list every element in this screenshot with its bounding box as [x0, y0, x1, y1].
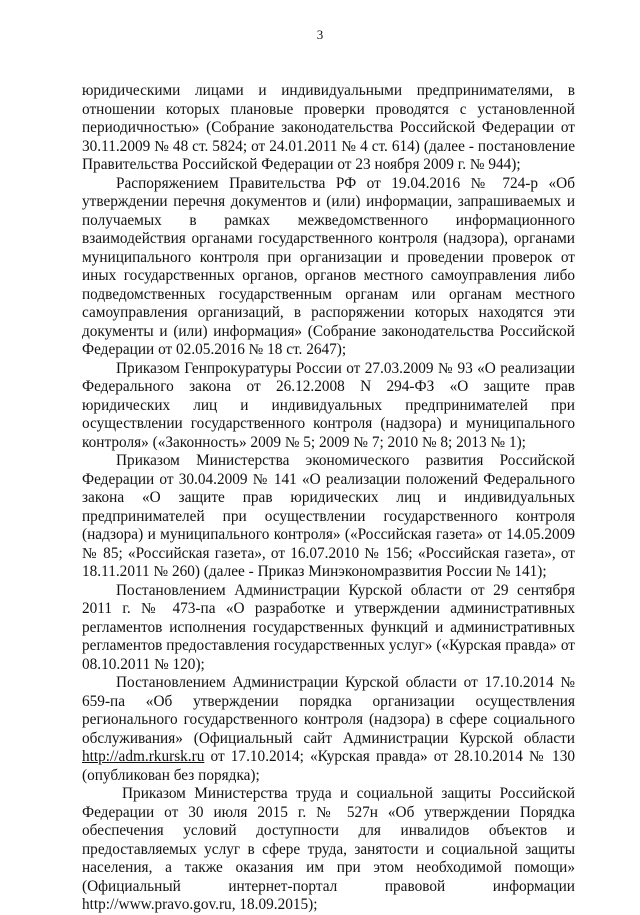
paragraph-order-93: Приказом Генпрокуратуры России от 27.03.2009 № 93 «О реализации Федерального закона от 26.12.2008 N 294-ФЗ «О защите прав юридических лиц и индивидуальных предпринимателей при осуществлении государственного контроля (надзора) и муниципального контроля» («Законность» 2009 № 5; 2009 № 7; 2010 № 8; 2013 № 1);	[82, 359, 575, 451]
paragraph-resolution-659pa	[82, 674, 575, 785]
paragraph-order-527n: Приказом Министерства труда и социальной защиты Российской Федерации от 30 июля 2015 г. № 527н «Об утверждении Порядка обеспечения условий доступности для инвалидов объектов и предоставляемых услуг в сфере труда, занятости и социальной защиты населения, а также оказания им при этом необходимой помощи» (Официальный интернет-портал правовой информации http://www.pravo.gov.ru, 18.09.2015);	[82, 785, 575, 913]
paragraph-order-141: Приказом Министерства экономического развития Российской Федерации от 30.04.2009 № 141 «О реализации положений Федерального закона «О защите прав юридических лиц и индивидуальных предпринимателей при осуществлении государственного контроля (надзора) и муниципального контроля» («Российская газета» от 14.05.2009 № 85; «Российская газета», от 16.07.2010 № 156; «Российская газета», от 18.11.2011 № 260) (далее - Приказ Минэкономразвития России № 141);	[82, 452, 575, 580]
paragraph-text-before-link: Постановлением Администрации Курской области от 17.10.2014 № 659-па «Об утверждении порядка организации осуществления регионального государственного контроля (надзора) в сфере социального обслуживания» (Официальный сайт Администрации Курской области	[82, 674, 575, 747]
paragraph-order-724r: Распоряжением Правительства РФ от 19.04.2016 № 724-р «Об утверждении перечня документов и (или) информации, запрашиваемых и получаемых в рамках межведомственного информационного взаимодействия органами государственного контроля (надзора), органами муниципального контроля при организации и проведении проверок от иных государственных органов, органов местного самоуправления либо подведомственных государственным органам или органам местного самоуправления организаций, в распоряжении которых находятся эти документы и (или) информация» (Собрание законодательства Российской Федерации от 02.05.2016 № 18 ст. 2647);	[82, 174, 575, 358]
paragraph-resolution-473pa: Постановлением Администрации Курской области от 29 сентября 2011 г. № 473-па «О разработке и утверждении административных регламентов исполнения государственных функций и административных регламентов предоставления государственных услуг» («Курская правда» от 08.10.2011 № 120);	[82, 581, 575, 673]
adm-rkursk-link[interactable]: http://adm.rkursk.ru	[82, 748, 205, 765]
document-body	[82, 82, 575, 915]
paragraph-continuation: юридическими лицами и индивидуальными предпринимателями, в отношении которых плановые проверки проводятся с установленной периодичностью» (Собрание законодательства Российской Федерации от 30.11.2009 № 48 ст. 5824; от 24.01.2011 № 4 ст. 614) (далее - постановление Правительства Российской Федерации от 23 ноября 2009 г. № 944);	[82, 82, 575, 173]
paragraph-text-after-link: от 17.10.2014; «Курская правда» от 28.10.2014 № 130 (опубликован без порядка);	[82, 748, 575, 784]
page-number: 3	[316, 27, 324, 42]
